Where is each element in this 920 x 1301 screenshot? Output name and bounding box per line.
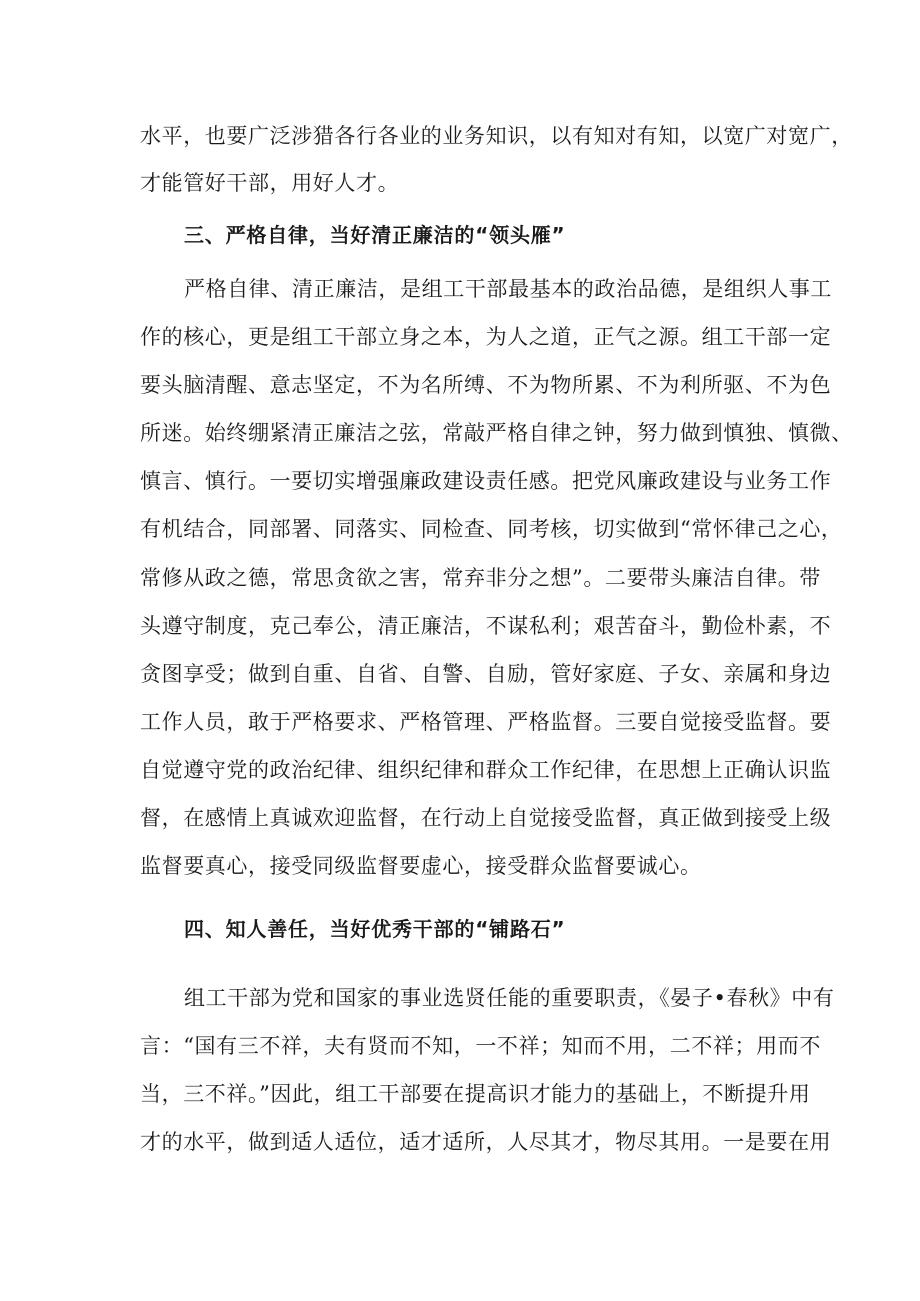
paragraph-line: 要头脑清醒、意志坚定，不为名所缚、不为物所累、不为利所驱、不为色 (140, 373, 832, 397)
section-heading-3: 三、严格自律，当好清正廉洁的“领头雁” (184, 223, 566, 247)
paragraph-line: 常修从政之德，常思贪欲之害，常弃非分之想”。二要带头廉洁自律。带 (140, 566, 821, 590)
paragraph-line: 作的核心，更是组工干部立身之本，为人之道，正气之源。组工干部一定 (140, 325, 832, 349)
paragraph-line: 工作人员，敢于严格要求、严格管理、严格监督。三要自觉接受监督。要 (140, 710, 832, 734)
paragraph-line: 慎言、慎行。一要切实增强廉政建设责任感。把党风廉政建设与业务工作 (140, 469, 832, 493)
paragraph-line: 言：“国有三不祥，夫有贤而不知，一不祥；知而不用，二不祥；用而不 (140, 1034, 821, 1058)
paragraph-line: 才能管好干部，用好人才。 (140, 171, 400, 195)
paragraph-line: 所迷。始终绷紧清正廉洁之弦，常敲严格自律之钟，努力做到慎独、慎微、 (140, 421, 853, 445)
paragraph-line: 有机结合，同部署、同落实、同检查、同考核，切实做到“常怀律己之心， (140, 517, 843, 541)
paragraph-line: 当，三不祥。”因此，组工干部要在提高识才能力的基础上，不断提升用 (140, 1082, 811, 1106)
section-heading-4: 四、知人善任，当好优秀干部的“铺路石” (184, 917, 566, 941)
paragraph-line: 才的水平，做到适人适位，适才适所，人尽其才，物尽其用。一是要在用 (140, 1130, 832, 1154)
paragraph-line: 水平，也要广泛涉猎各行各业的业务知识，以有知对有知，以宽广对宽广， (140, 124, 853, 148)
paragraph-line: 贪图享受；做到自重、自省、自警、自励，管好家庭、子女、亲属和身边 (140, 662, 832, 686)
paragraph-line: 监督要真心，接受同级监督要虚心，接受群众监督要诚心。 (140, 854, 702, 878)
paragraph-line: 组工干部为党和国家的事业选贤任能的重要职责，《晏子•春秋》中有 (184, 986, 835, 1010)
paragraph-line: 严格自律、清正廉洁，是组工干部最基本的政治品德，是组织人事工 (184, 277, 832, 301)
paragraph-line: 督，在感情上真诚欢迎监督，在行动上自觉接受监督，真正做到接受上级 (140, 806, 832, 830)
paragraph-line: 自觉遵守党的政治纪律、组织纪律和群众工作纪律，在思想上正确认识监 (140, 758, 832, 782)
paragraph-line: 头遵守制度，克己奉公，清正廉洁，不谋私利；艰苦奋斗，勤俭朴素，不 (140, 614, 832, 638)
